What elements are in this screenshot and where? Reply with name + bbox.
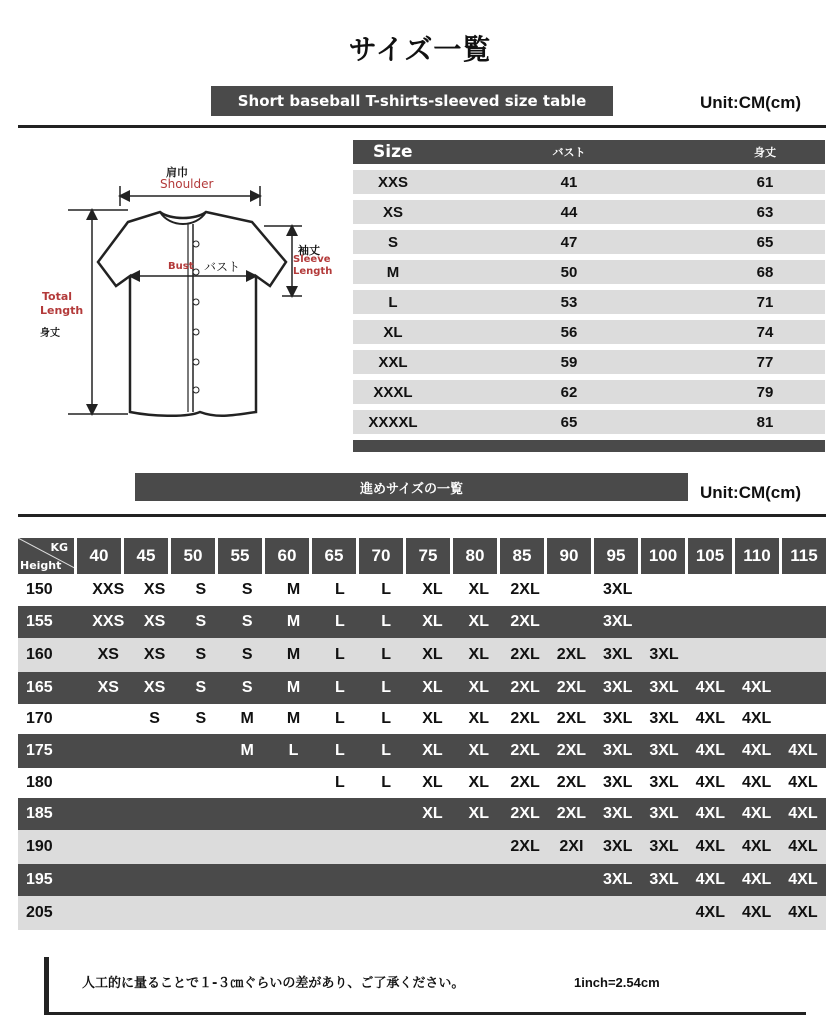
- grid-cell: 4XL: [788, 838, 818, 855]
- weight-header: 45: [124, 538, 168, 574]
- grid-cell: XL: [422, 646, 443, 663]
- grid-cell: M: [240, 742, 254, 759]
- grid-cell: 2XL: [510, 774, 540, 791]
- size-row: [353, 380, 825, 404]
- bust-cell: 53: [560, 293, 578, 311]
- grid-cell: L: [334, 646, 345, 663]
- grid-cell: S: [195, 581, 207, 598]
- grid-cell: 3XL: [649, 710, 679, 727]
- grid-cell: L: [381, 774, 392, 791]
- header-bust: バスト: [552, 146, 586, 159]
- grid-cell: XL: [468, 581, 489, 598]
- grid-cell: XL: [422, 613, 443, 630]
- size-cell: XS: [382, 203, 403, 221]
- weight-header: 60: [265, 538, 309, 574]
- size-table-banner: Short baseball T-shirts-sleeved size table: [211, 86, 613, 116]
- grid-cell: 2XL: [556, 646, 587, 663]
- bust-cell: 47: [560, 233, 578, 251]
- grid-cell: 4XL: [695, 710, 725, 727]
- note-underline: [44, 1012, 806, 1015]
- grid-cell: XS: [143, 679, 166, 696]
- grid-cell: 3XL: [603, 774, 633, 791]
- size-row: [353, 200, 825, 224]
- grid-cell: 3XL: [649, 742, 679, 759]
- size-cell: L: [388, 293, 398, 311]
- grid-cell: 4XL: [741, 679, 772, 696]
- height-label: 165: [26, 679, 53, 696]
- grid-cell: L: [381, 710, 392, 727]
- corner-height: Height: [20, 559, 62, 572]
- size-row: [353, 410, 825, 434]
- grid-cell: 3XL: [649, 871, 679, 888]
- grid-row: [18, 704, 826, 734]
- grid-row: [18, 606, 826, 638]
- grid-cell: S: [195, 646, 207, 663]
- grid-cell: S: [241, 581, 253, 598]
- grid-cell: XL: [468, 646, 489, 663]
- grid-cell: 4XL: [741, 774, 772, 791]
- bust-cell: 41: [560, 173, 578, 191]
- grid-cell: 4XL: [695, 904, 725, 921]
- grid-cell: 2XL: [510, 805, 540, 822]
- size-cell: XL: [383, 323, 403, 341]
- grid-cell: 2XL: [510, 742, 540, 759]
- grid-cell: 2XL: [556, 774, 587, 791]
- grid-cell: XL: [422, 774, 443, 791]
- grid-cell: S: [241, 646, 253, 663]
- grid-cell: XL: [468, 613, 489, 630]
- grid-cell: 2XL: [510, 679, 540, 696]
- grid-corner: [18, 538, 74, 574]
- grid-cell: L: [334, 774, 345, 791]
- bust-cell: 44: [560, 203, 578, 221]
- grid-cell: S: [149, 710, 160, 727]
- height-label: 175: [26, 742, 53, 759]
- grid-cell: 4XL: [741, 742, 772, 759]
- grid-row: [18, 768, 826, 798]
- recommend-grid: [18, 538, 826, 930]
- size-row: [353, 260, 825, 284]
- weight-header: 100: [641, 538, 685, 574]
- grid-cell: 3XL: [603, 805, 633, 822]
- grid-cell: S: [195, 679, 207, 696]
- weight-header: 40: [77, 538, 121, 574]
- grid-cell: 4XL: [695, 871, 725, 888]
- total-length-label-1: Total: [42, 290, 73, 303]
- grid-cell: L: [334, 710, 345, 727]
- grid-row: [18, 798, 826, 830]
- grid-cell: 3XL: [649, 805, 679, 822]
- size-cell: M: [386, 263, 400, 281]
- length-cell: 63: [756, 203, 774, 221]
- grid-cell: 4XL: [788, 742, 818, 759]
- weight-header: 90: [547, 538, 591, 574]
- header-size: Size: [373, 142, 413, 162]
- grid-cell: 3XL: [649, 774, 679, 791]
- length-cell: 65: [756, 233, 774, 251]
- grid-cell: XS: [97, 646, 119, 663]
- weight-header: 50: [171, 538, 215, 574]
- note-bracket: [44, 957, 49, 1015]
- grid-cell: 4XL: [741, 710, 772, 727]
- size-table: [353, 140, 825, 452]
- weight-header: 75: [406, 538, 450, 574]
- weight-header: 85: [500, 538, 544, 574]
- grid-cell: 2XL: [510, 581, 540, 598]
- unit-label: Unit:CM(cm): [700, 93, 802, 112]
- grid-cell: 2XL: [510, 613, 540, 630]
- grid-cell: 3XL: [603, 581, 633, 598]
- sleeve-jp-label: 袖丈: [298, 244, 320, 257]
- grid-cell: XL: [468, 742, 489, 759]
- grid-cell: 2XL: [556, 710, 587, 727]
- grid-cell: 2XL: [510, 646, 540, 663]
- length-cell: 68: [756, 263, 774, 281]
- weight-header: 55: [218, 538, 262, 574]
- grid-cell: XS: [143, 613, 166, 630]
- grid-cell: L: [381, 613, 392, 630]
- grid-cell: 3XL: [603, 710, 633, 727]
- size-cell: XXL: [378, 353, 408, 371]
- grid-cell: 4XL: [788, 774, 818, 791]
- grid-cell: L: [381, 581, 392, 598]
- height-label: 195: [26, 871, 53, 888]
- grid-cell: 3XL: [603, 646, 633, 663]
- grid-cell: XXS: [92, 581, 125, 598]
- bust-jp-label: バスト: [204, 260, 241, 274]
- size-cell: XXXL: [373, 383, 413, 401]
- grid-cell: L: [381, 679, 392, 696]
- grid-cell: 4XL: [695, 774, 725, 791]
- length-cell: 74: [756, 323, 774, 341]
- grid-cell: XS: [97, 679, 119, 696]
- height-label: 205: [26, 904, 53, 921]
- grid-cell: XL: [422, 679, 443, 696]
- grid-cell: L: [334, 581, 345, 598]
- grid-cell: S: [241, 679, 253, 696]
- grid-cell: 4XL: [788, 871, 818, 888]
- unit-label-2: Unit:CM(cm): [700, 483, 802, 502]
- bust-en-label: Bust: [168, 261, 194, 272]
- weight-header: 70: [359, 538, 403, 574]
- sleeve-en-label-2: Length: [293, 266, 333, 277]
- grid-cell: 2XL: [556, 679, 587, 696]
- weight-header: 110: [735, 538, 779, 574]
- grid-cell: S: [195, 613, 207, 630]
- grid-cell: L: [381, 646, 392, 663]
- bust-cell: 65: [560, 413, 578, 431]
- length-cell: 79: [756, 383, 774, 401]
- grid-cell: 3XL: [649, 646, 679, 663]
- grid-cell: 4XL: [741, 871, 772, 888]
- size-cell: S: [387, 233, 398, 251]
- size-table-footer-bar: [353, 440, 825, 452]
- grid-cell: XL: [468, 805, 489, 822]
- weight-header: 115: [782, 538, 826, 574]
- size-row: [353, 350, 825, 374]
- grid-header: [18, 538, 826, 574]
- grid-cell: XXS: [92, 613, 125, 630]
- height-label: 170: [26, 710, 53, 727]
- shoulder-jp-label: 肩巾: [166, 166, 188, 179]
- divider: [18, 125, 826, 128]
- grid-cell: 2XL: [556, 805, 587, 822]
- length-cell: 61: [756, 173, 774, 191]
- length-cell: 77: [756, 353, 774, 371]
- grid-cell: XL: [422, 742, 443, 759]
- height-label: 185: [26, 805, 53, 822]
- bust-cell: 59: [560, 353, 578, 371]
- grid-cell: XL: [468, 679, 489, 696]
- size-row: [353, 290, 825, 314]
- grid-cell: 4XL: [695, 838, 725, 855]
- grid-cell: M: [240, 710, 254, 727]
- inch-conversion: 1inch=2.54cm: [574, 975, 660, 990]
- bust-cell: 56: [560, 323, 578, 341]
- grid-cell: 4XL: [788, 805, 818, 822]
- size-cell: XXXXL: [368, 413, 418, 431]
- grid-row: [18, 734, 826, 768]
- height-label: 180: [26, 774, 53, 791]
- length-cell: 71: [756, 293, 774, 311]
- page-title: サイズ一覧: [348, 33, 492, 66]
- grid-cell: 4XL: [741, 805, 772, 822]
- grid-cell: S: [241, 613, 253, 630]
- grid-cell: 3XL: [603, 838, 633, 855]
- grid-row: [18, 638, 826, 672]
- grid-cell: XS: [143, 581, 166, 598]
- height-label: 190: [26, 838, 53, 855]
- height-label: 155: [26, 613, 53, 630]
- grid-row: [18, 864, 826, 896]
- grid-cell: 2XI: [559, 838, 584, 855]
- height-label: 150: [26, 581, 53, 598]
- grid-cell: 3XL: [649, 679, 679, 696]
- grid-cell: XS: [143, 646, 166, 663]
- header-length: 身丈: [754, 146, 776, 159]
- grid-cell: XL: [468, 774, 489, 791]
- divider-2: [18, 514, 826, 517]
- size-table-header: [353, 140, 825, 164]
- grid-cell: M: [286, 613, 301, 630]
- grid-cell: 3XL: [603, 613, 633, 630]
- measurement-note: 人工的に量ることで１-３㎝ぐらいの差があり、ご了承ください。: [82, 976, 465, 991]
- grid-cell: 3XL: [603, 871, 633, 888]
- grid-cell: XL: [422, 710, 443, 727]
- size-row: [353, 170, 825, 194]
- shirt-diagram: [20, 150, 340, 440]
- grid-cell: L: [381, 742, 392, 759]
- grid-row: [18, 574, 826, 606]
- weight-header: 65: [312, 538, 356, 574]
- bust-cell: 62: [560, 383, 578, 401]
- size-row: [353, 230, 825, 254]
- grid-cell: XL: [468, 710, 489, 727]
- weight-header: 80: [453, 538, 497, 574]
- size-cell: XXS: [377, 173, 408, 191]
- grid-cell: L: [288, 742, 299, 759]
- grid-cell: 3XL: [603, 679, 633, 696]
- grid-cell: M: [286, 646, 301, 663]
- grid-cell: L: [334, 742, 345, 759]
- grid-cell: 3XL: [649, 838, 679, 855]
- grid-cell: 2XL: [510, 838, 540, 855]
- grid-cell: M: [286, 581, 301, 598]
- size-row: [353, 320, 825, 344]
- total-length-jp-label: 身丈: [40, 328, 60, 339]
- sleeve-en-label-1: Sleeve: [293, 254, 331, 265]
- grid-cell: 2XL: [510, 710, 540, 727]
- total-length-label-2: Length: [40, 304, 84, 317]
- grid-cell: L: [334, 679, 345, 696]
- grid-cell: 4XL: [695, 805, 725, 822]
- corner-kg: KG: [50, 541, 68, 554]
- grid-cell: S: [195, 710, 207, 727]
- grid-cell: 4XL: [788, 904, 818, 921]
- shoulder-en-label: Shoulder: [160, 177, 214, 191]
- grid-cell: 4XL: [695, 679, 725, 696]
- weight-header: 95: [594, 538, 638, 574]
- grid-cell: 3XL: [603, 742, 633, 759]
- grid-row: [18, 672, 826, 704]
- length-cell: 81: [756, 413, 774, 431]
- grid-row: [18, 896, 826, 930]
- height-label: 160: [26, 646, 53, 663]
- bust-cell: 50: [560, 263, 578, 281]
- grid-cell: 4XL: [741, 904, 772, 921]
- recommend-banner: 進めサイズの一覧: [135, 473, 688, 501]
- grid-cell: XL: [422, 581, 443, 598]
- grid-cell: M: [286, 679, 301, 696]
- grid-cell: L: [334, 613, 345, 630]
- grid-cell: M: [286, 710, 301, 727]
- grid-row: [18, 830, 826, 864]
- grid-cell: 4XL: [695, 742, 725, 759]
- grid-cell: XL: [422, 805, 443, 822]
- grid-cell: 2XL: [556, 742, 587, 759]
- weight-header: 105: [688, 538, 732, 574]
- grid-cell: 4XL: [741, 838, 772, 855]
